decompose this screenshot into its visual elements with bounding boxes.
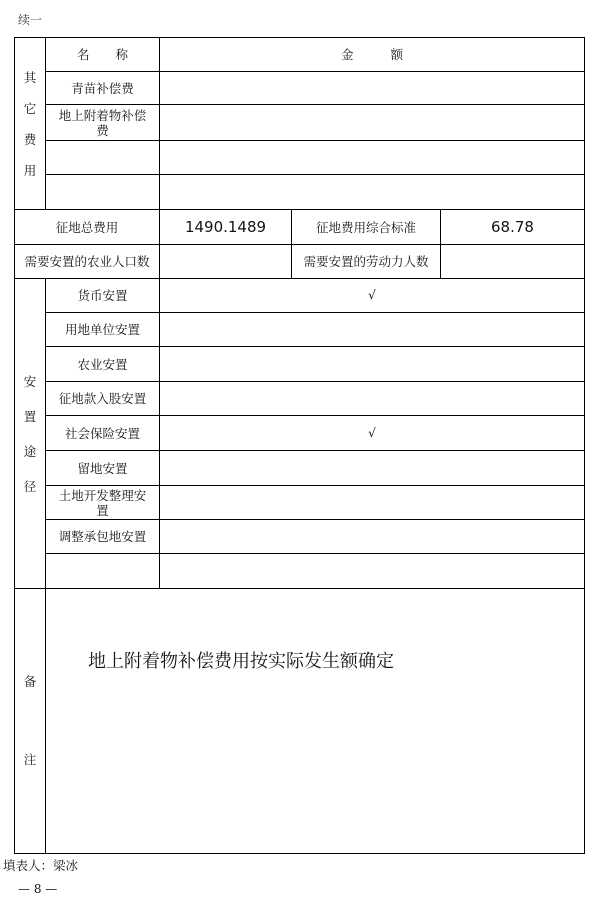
resettlement-method-value xyxy=(160,382,585,416)
resettlement-method-name: 货币安置 xyxy=(46,279,160,313)
total-fee-label: 征地总费用 xyxy=(15,210,160,245)
fee-item-name-empty xyxy=(46,141,160,175)
resettlement-method-name: 留地安置 xyxy=(46,451,160,486)
land-acquisition-fee-table xyxy=(14,37,585,854)
resettlement-method-name: 调整承包地安置 xyxy=(46,520,160,554)
check-mark: √ xyxy=(160,279,585,313)
other-fees-section-cell xyxy=(15,38,46,210)
labor-label: 需要安置的劳动力人数 xyxy=(292,245,441,279)
resettlement-method-name: 用地单位安置 xyxy=(46,313,160,347)
agri-population-value xyxy=(160,245,292,279)
fee-item-name: 青苗补偿费 xyxy=(46,72,160,105)
resettlement-method-name: 农业安置 xyxy=(46,347,160,382)
resettlement-section-cell xyxy=(15,279,46,589)
fee-item-amount xyxy=(160,141,585,175)
continuation-label: 续一 xyxy=(18,13,43,27)
resettlement-method-value xyxy=(160,520,585,554)
fee-item-name-empty xyxy=(46,175,160,210)
form-filler: 填表人：梁冰 xyxy=(3,858,79,873)
resettlement-method-name: 土地开发整理安置 xyxy=(46,486,160,520)
page-number: — 8 — xyxy=(18,882,58,896)
resettlement-method-value xyxy=(160,347,585,382)
other-fees-section-label: 其它费用 xyxy=(23,69,37,178)
remarks-text: 地上附着物补偿费用按实际发生额确定 xyxy=(88,651,394,672)
fee-item-amount xyxy=(160,105,585,141)
fee-item-name: 地上附着物补偿费 xyxy=(46,105,160,141)
standard-value: 68.78 xyxy=(441,210,585,245)
resettlement-method-name: 征地款入股安置 xyxy=(46,382,160,416)
resettlement-method-name: 社会保险安置 xyxy=(46,416,160,451)
check-mark: √ xyxy=(160,416,585,451)
agri-population-label: 需要安置的农业人口数 xyxy=(15,245,160,279)
labor-value xyxy=(441,245,585,279)
resettlement-method-name-empty xyxy=(46,554,160,589)
total-fee-value: 1490.1489 xyxy=(160,210,292,245)
fee-item-amount xyxy=(160,175,585,210)
remarks-section-label: 备注 xyxy=(23,674,37,767)
standard-label: 征地费用综合标准 xyxy=(292,210,441,245)
header-amount: 金 额 xyxy=(160,38,585,72)
resettlement-section-label: 安置途径 xyxy=(23,373,37,494)
resettlement-method-value xyxy=(160,554,585,589)
remarks-content-cell xyxy=(46,589,585,854)
remarks-section-cell xyxy=(15,589,46,854)
resettlement-method-value xyxy=(160,486,585,520)
resettlement-method-value xyxy=(160,313,585,347)
fee-item-amount xyxy=(160,72,585,105)
header-name: 名 称 xyxy=(46,38,160,72)
resettlement-method-value xyxy=(160,451,585,486)
